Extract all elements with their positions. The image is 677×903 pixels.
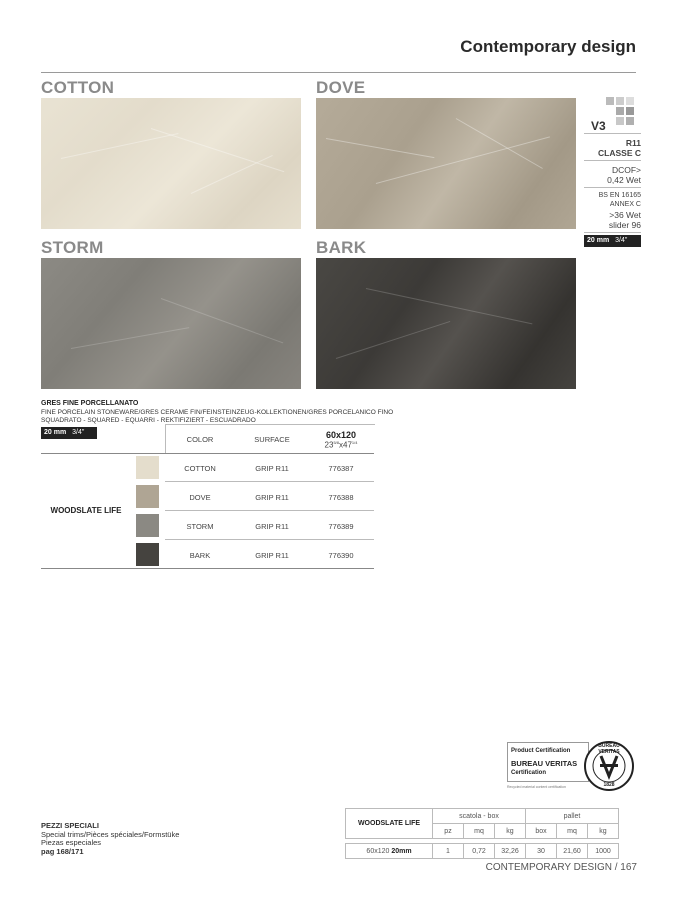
- col-header-size: 60x120: [325, 430, 357, 440]
- tile-label-cotton: COTTON: [41, 78, 115, 97]
- bs-annex: ANNEX C: [609, 201, 641, 208]
- table-thickness-inch: 3/4": [72, 429, 85, 436]
- page-footer: CONTEMPORARY DESIGN / 167: [485, 862, 637, 873]
- row-surface: GRIP R11: [255, 464, 289, 473]
- thickness-arrow-icon: ↕: [47, 439, 54, 449]
- col-header-color: COLOR: [186, 435, 214, 444]
- packing-value: 32,26: [495, 844, 526, 859]
- shade-variation-grid-icon: [602, 97, 642, 131]
- color-swatch-bark: [136, 543, 159, 566]
- packing-value: 21,60: [557, 844, 588, 859]
- row-divider: [165, 510, 374, 511]
- dcof-label: DCOF>: [611, 165, 641, 175]
- cert-year: 1828: [603, 782, 615, 788]
- packing-header: mq: [557, 824, 588, 839]
- material-finish: SQUADRATO - SQUARED - EQUARRI - REKTIFIZIERT - ESCUADRADO: [41, 417, 256, 424]
- cert-ring-text: BUREAU VERITAS: [598, 743, 620, 755]
- cert-note: Recycled material content certification: [507, 785, 566, 789]
- special-trims-page-ref: pag 168/171: [41, 846, 84, 856]
- table-thickness-value: 20 mm: [44, 429, 67, 436]
- row-color: STORM: [186, 522, 214, 531]
- material-heading: GRES FINE PORCELLANATO: [41, 400, 139, 407]
- page-title: Contemporary design: [460, 37, 636, 56]
- tile-label-bark: BARK: [316, 238, 367, 257]
- packing-header: box: [526, 824, 557, 839]
- row-code: 776387: [328, 464, 354, 473]
- packing-group-pallet: pallet: [526, 809, 619, 824]
- row-divider: [165, 539, 374, 540]
- material-description: FINE PORCELAIN STONEWARE/GRES CERAME FIN/FEINSTEINZEUG-KOLLEKTIONEN/GRES PORCELANICO FINO: [41, 409, 394, 416]
- tile-image-storm: [41, 258, 301, 389]
- row-color: DOVE: [189, 493, 211, 502]
- row-code: 776388: [328, 493, 354, 502]
- bureau-veritas-certification: [507, 740, 635, 792]
- packing-value: 0,72: [464, 844, 495, 859]
- bs-standard: BS EN 16165: [598, 192, 641, 199]
- cert-line1: Product Certification: [511, 748, 571, 754]
- dcof-value: 0,42 Wet: [607, 175, 641, 185]
- series-name: WOODSLATE LIFE: [50, 506, 122, 515]
- row-surface: GRIP R11: [255, 551, 289, 560]
- table-bottom-rule: [41, 568, 374, 569]
- col-header-surface: SURFACE: [254, 435, 290, 444]
- packing-size: 60x120 20mm: [346, 844, 433, 859]
- tile-label-storm: STORM: [41, 238, 104, 257]
- special-trims-line2: Piezas especiales: [41, 838, 102, 847]
- side-divider: [584, 232, 641, 233]
- table-header-rule: [41, 453, 374, 454]
- special-trims-heading: PEZZI SPECIALI: [41, 821, 99, 830]
- row-divider: [165, 481, 374, 482]
- color-swatch-cotton: [136, 456, 159, 479]
- row-color: BARK: [189, 551, 211, 560]
- thickness-arrow-icon: ↕: [590, 247, 597, 257]
- row-code: 776390: [328, 551, 354, 560]
- table-thickness-badge: [41, 427, 97, 449]
- row-color: COTTON: [184, 464, 216, 473]
- cert-line3: Certification: [511, 770, 547, 776]
- bs-slider: slider 96: [608, 220, 641, 230]
- special-trims-block: [41, 822, 179, 856]
- row-code: 776389: [328, 522, 354, 531]
- shade-rating: V3: [591, 119, 606, 133]
- col-header-size-inch: $23^{5/8}x47^{1/4}$: [324, 440, 358, 450]
- header-rule: [41, 72, 636, 73]
- side-divider: [584, 160, 641, 161]
- tile-image-cotton: [41, 98, 301, 229]
- row-surface: GRIP R11: [255, 493, 289, 502]
- packing-header: mq: [464, 824, 495, 839]
- tile-image-dove: [316, 98, 576, 229]
- packing-table: [345, 808, 619, 859]
- packing-header: pz: [433, 824, 464, 839]
- packing-value: 1000: [588, 844, 619, 859]
- side-divider: [584, 187, 641, 188]
- packing-header: kg: [495, 824, 526, 839]
- packing-series: WOODSLATE LIFE: [346, 809, 433, 839]
- packing-value: 1: [433, 844, 464, 859]
- slip-rating: R11: [625, 138, 641, 148]
- color-swatch-storm: [136, 514, 159, 537]
- thickness-badge: [584, 235, 641, 257]
- packing-value: 30: [526, 844, 557, 859]
- packing-group-box: scatola - box: [433, 809, 526, 824]
- tile-label-dove: DOVE: [316, 78, 366, 97]
- color-swatch-dove: [136, 485, 159, 508]
- cert-line2: BUREAU VERITAS: [511, 759, 578, 768]
- tile-image-bark: [316, 258, 576, 389]
- packing-header: kg: [588, 824, 619, 839]
- slip-class: CLASSE C: [598, 148, 641, 158]
- thickness-inch: 3/4": [615, 237, 628, 244]
- special-trims-line1: Special trims/Pièces spéciales/Formstüke: [41, 829, 180, 839]
- side-divider: [584, 133, 641, 134]
- row-surface: GRIP R11: [255, 522, 289, 531]
- bs-wet-value: >36 Wet: [609, 210, 641, 220]
- thickness-value: 20 mm: [587, 237, 610, 244]
